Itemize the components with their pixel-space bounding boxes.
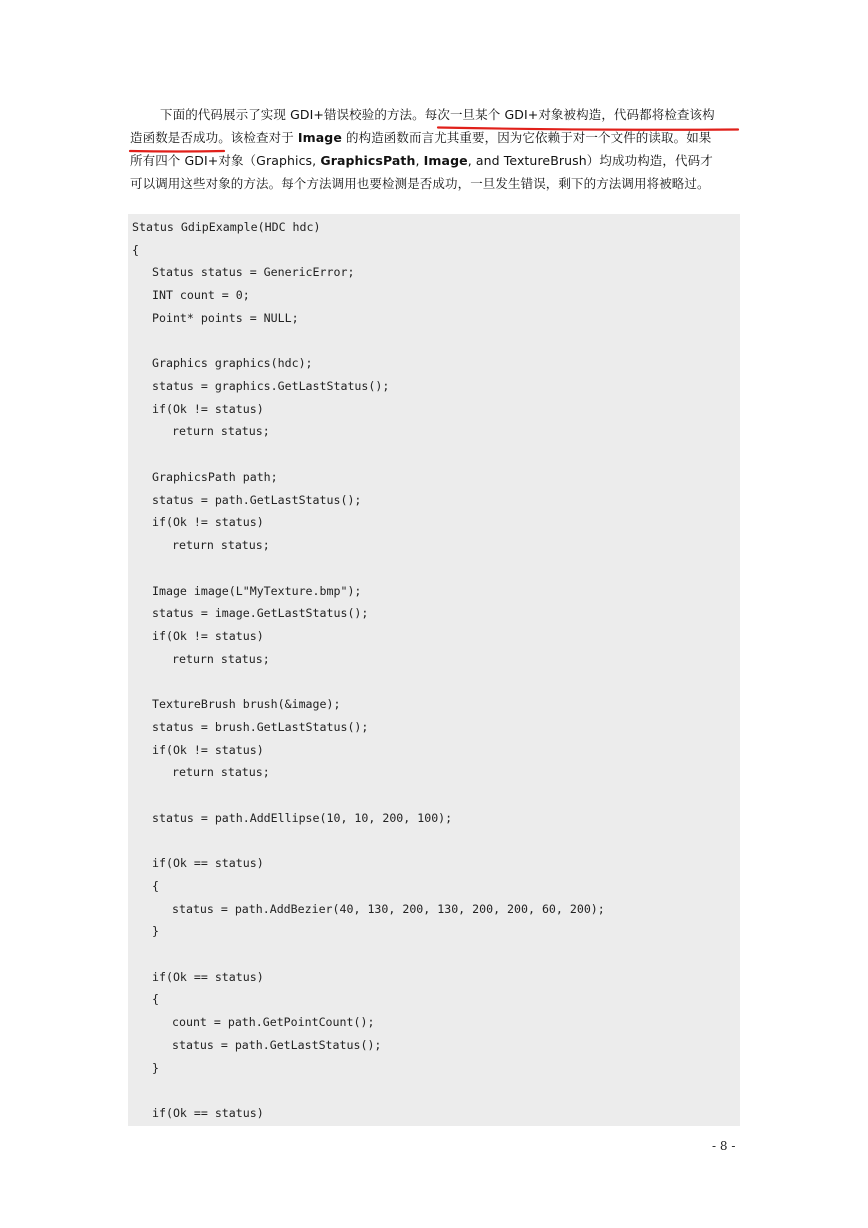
code-line: status = path.AddEllipse(10, 10, 200, 100); <box>152 810 453 825</box>
code-line: status = path.AddBezier(40, 130, 200, 130, 200, 200, 60, 200); <box>172 901 605 916</box>
annotation-stroke <box>130 151 224 152</box>
text-run-bold: GraphicsPath <box>320 153 416 168</box>
code-line: { <box>152 992 159 1007</box>
text-run: 对象被构造，代码都将检查该构 <box>538 107 715 122</box>
code-line: TextureBrush brush(&image); <box>152 697 341 712</box>
text-run: , <box>415 153 424 168</box>
text-run: GDI+ <box>504 107 539 122</box>
text-run-bold: Image <box>423 153 468 168</box>
text-run-bold: Image <box>297 130 342 145</box>
code-line: { <box>132 242 139 257</box>
code-line: status = path.GetLastStatus(); <box>172 1037 382 1052</box>
code-line: if(Ok != status) <box>152 742 264 757</box>
page-number: - 8 - <box>712 1139 736 1153</box>
paragraph-line-1 <box>130 103 742 126</box>
red-underline-annotation <box>436 126 740 132</box>
code-line: if(Ok != status) <box>152 401 264 416</box>
code-line: Image image(L"MyTexture.bmp"); <box>152 583 362 598</box>
annotation-stroke <box>438 128 738 130</box>
code-line: if(Ok != status) <box>152 628 264 643</box>
code-line: return status; <box>172 651 270 666</box>
code-line: { <box>152 878 159 893</box>
text-run: 的构造函数而言尤其重要，因为它依赖于对一个文件的读取。如果 <box>341 130 712 145</box>
code-line: return status; <box>172 538 270 553</box>
text-run: GDI+ <box>184 153 219 168</box>
red-underline-annotation <box>128 148 226 154</box>
code-line: status = image.GetLastStatus(); <box>152 606 369 621</box>
code-line: status = brush.GetLastStatus(); <box>152 719 369 734</box>
code-line: Status status = GenericError; <box>152 265 355 280</box>
code-block <box>128 214 740 1126</box>
text-run: 错误校验的方法。每次一旦某个 <box>323 107 505 122</box>
code-line: status = path.GetLastStatus(); <box>152 492 362 507</box>
text-run: ）均成功构造，代码才 <box>586 153 713 168</box>
code-line: return status; <box>172 765 270 780</box>
text-run: , and TextureBrush <box>467 153 587 168</box>
text-run: Graphics, <box>256 153 321 168</box>
code-line: if(Ok == status) <box>152 856 264 871</box>
code-line: } <box>152 924 159 939</box>
code-line: status = graphics.GetLastStatus(); <box>152 379 390 394</box>
code-line: Graphics graphics(hdc); <box>152 356 313 371</box>
code-line: GraphicsPath path; <box>152 469 278 484</box>
text-run: 对象（ <box>218 153 257 168</box>
code-line: if(Ok == status) <box>152 969 264 984</box>
text-run: 造函数是否成功。该检查对于 <box>130 130 298 145</box>
code-line: count = path.GetPointCount(); <box>172 1015 375 1030</box>
text-run: 所有四个 <box>130 153 185 168</box>
code-line: return status; <box>172 424 270 439</box>
code-line: } <box>152 1060 159 1075</box>
code-line: Point* points = NULL; <box>152 310 299 325</box>
text-run: 下面的代码展示了实现 <box>160 107 291 122</box>
paragraph-line-4: 可以调用这些对象的方法。每个方法调用也要检测是否成功，一旦发生错误，剩下的方法调用将被略过。 <box>130 176 710 191</box>
text-run: GDI+ <box>290 107 324 122</box>
code-line: Status GdipExample(HDC hdc) <box>132 220 321 234</box>
code-line: if(Ok == status) <box>152 1106 264 1121</box>
code-line: if(Ok != status) <box>152 515 264 530</box>
code-line: INT count = 0; <box>152 288 250 303</box>
